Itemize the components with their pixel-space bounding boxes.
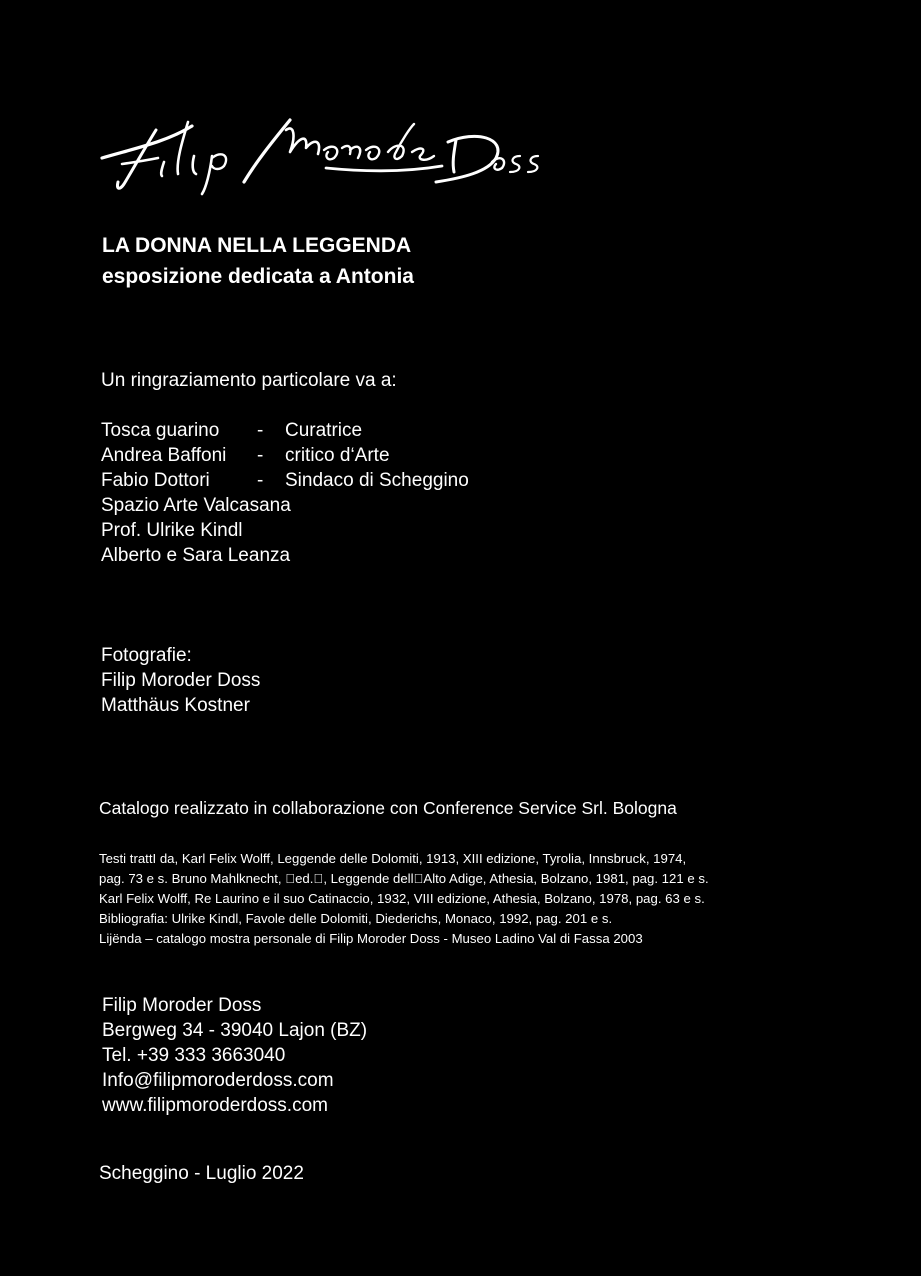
contact-block	[102, 993, 367, 1118]
credit-role: critico d‘Arte	[285, 445, 390, 466]
exhibition-title: LA DONNA NELLA LEGGENDA	[102, 234, 412, 257]
exhibition-subtitle: esposizione dedicata a Antonia	[102, 265, 414, 288]
source-line: Testi trattI da, Karl Felix Wolff, Leggende delle Dolomiti, 1913, XIII edizione, Tyrolia, Innsbruck, 1974,	[99, 851, 687, 866]
credit-row	[101, 443, 469, 468]
photography-heading: Fotografie:	[101, 645, 192, 666]
sources-bibliography	[99, 849, 709, 949]
source-line: Bibliografia: Ulrike Kindl, Favole delle Dolomiti, Diederichs, Monaco, 1992, pag. 201 e s.	[99, 911, 613, 926]
acknowledgements-section	[101, 368, 469, 568]
acknowledged-entity: Prof. Ulrike Kindl	[101, 520, 243, 541]
photographer-name: Filip Moroder Doss	[101, 670, 261, 691]
credit-row	[101, 418, 469, 443]
exhibition-title-block	[102, 230, 414, 292]
acknowledgements-intro: Un ringraziamento particolare va a:	[101, 370, 397, 391]
credit-name: Tosca guarino	[101, 420, 220, 441]
credit-role: Sindaco di Scheggino	[285, 470, 469, 491]
credit-separator: -	[257, 445, 264, 466]
credit-name: Fabio Dottori	[101, 470, 210, 491]
credit-separator: -	[257, 470, 264, 491]
contact-email: Info@filipmoroderdoss.com	[102, 1070, 334, 1091]
acknowledged-entity: Alberto e Sara Leanza	[101, 545, 291, 566]
photography-credits	[101, 643, 260, 718]
credit-row	[101, 468, 469, 493]
contact-address: Bergweg 34 - 39040 Lajon (BZ)	[102, 1020, 368, 1041]
credit-name: Andrea Baffoni	[101, 445, 227, 466]
contact-phone: Tel. +39 333 3663040	[102, 1045, 286, 1066]
place-and-date: Scheggino - Luglio 2022	[99, 1163, 304, 1184]
photographer-name: Matthäus Kostner	[101, 695, 250, 716]
source-line: pag. 73 e s. Bruno Mahlknecht,  ed. , Leggende dell Alto Adige, Athesia, Bolzano, 1981, pag. 121 e s.	[99, 871, 709, 886]
catalogue-collaboration-note: Catalogo realizzato in collaborazione con Conference Service Srl. Bologna	[99, 798, 677, 818]
contact-name: Filip Moroder Doss	[102, 995, 262, 1016]
contact-website: www.filipmoroderdoss.com	[102, 1095, 328, 1116]
artist-signature-logo	[96, 112, 544, 196]
credit-role: Curatrice	[285, 420, 363, 441]
source-line: Lijënda – catalogo mostra personale di Filip Moroder Doss - Museo Ladino Val di Fassa 2003	[99, 931, 643, 946]
source-line: Karl Felix Wolff, Re Laurino e il suo Catinaccio, 1932, VIII edizione, Athesia, Bolzano, 1978, pag. 63 e s.	[99, 891, 705, 906]
acknowledged-entity: Spazio Arte Valcasana	[101, 495, 291, 516]
credit-separator: -	[257, 420, 264, 441]
